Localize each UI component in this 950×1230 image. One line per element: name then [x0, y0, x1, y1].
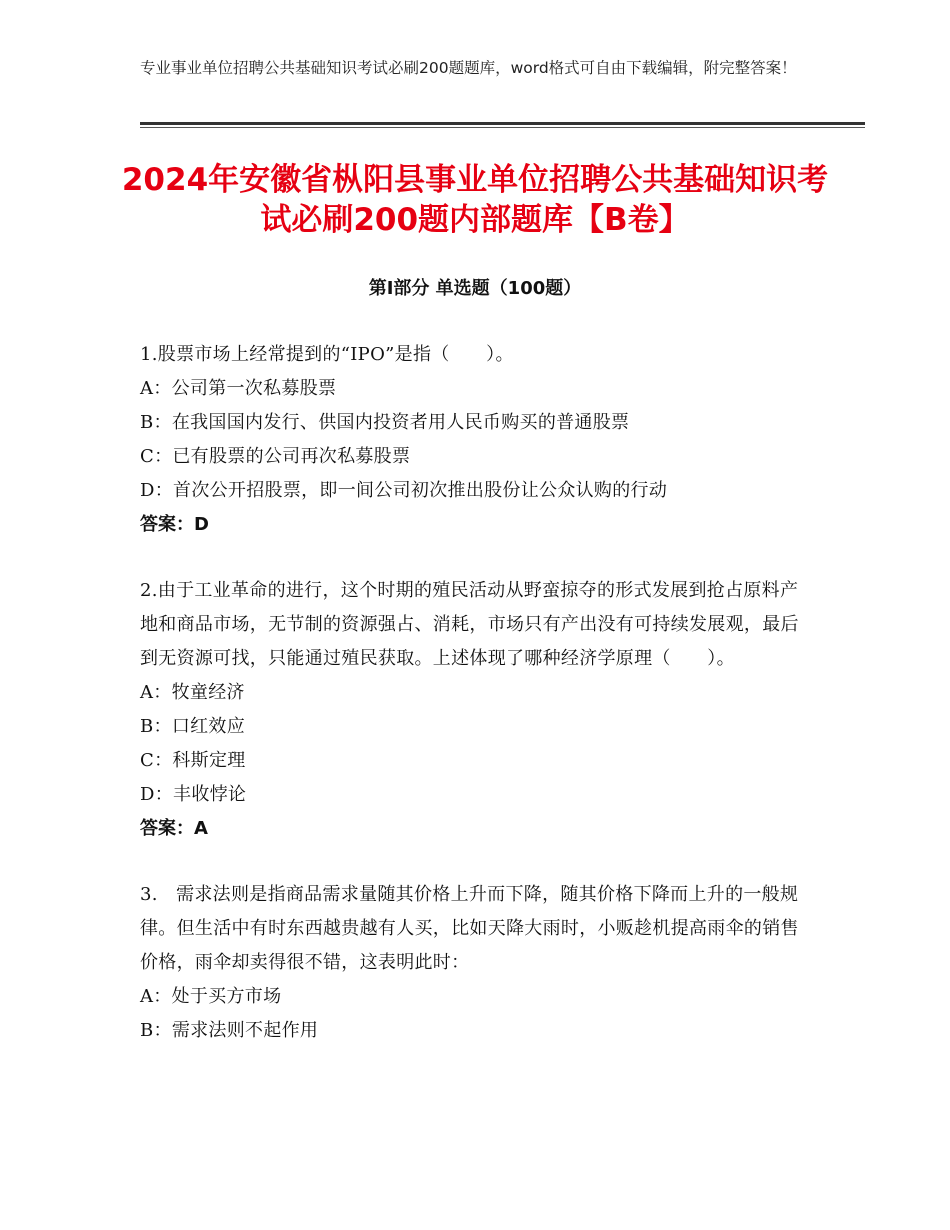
question-1 — [140, 338, 808, 542]
option-a: A：处于买方市场 — [140, 986, 282, 1007]
section-title: 第Ⅰ部分 单选题（100题） — [368, 278, 582, 299]
question-3 — [140, 878, 808, 1048]
option-a: A：牧童经济 — [140, 682, 245, 703]
option-d: D：丰收悖论 — [140, 784, 247, 805]
option-b: B：在我国国内发行、供国内投资者用人民币购买的普通股票 — [140, 412, 630, 433]
answer: 答案：A — [140, 818, 208, 839]
question-list — [140, 338, 808, 1080]
header-divider-thin — [140, 127, 865, 128]
option-b: B：需求法则不起作用 — [140, 1020, 319, 1041]
question-stem: 2.由于工业革命的进行，这个时期的殖民活动从野蛮掠夺的形式发展到抢占原料产地和商品市场，无节制的资源强占、消耗，市场只有产出没有可持续发展观，最后到无资源可找，只能通过殖民获取。上述体现了哪种经济学原理（ ）。 — [140, 580, 799, 669]
header-divider-thick — [140, 122, 865, 125]
option-d: D：首次公开招股票，即一间公司初次推出股份让公众认购的行动 — [140, 480, 668, 501]
option-b: B：口红效应 — [140, 716, 246, 737]
option-c: C：科斯定理 — [140, 750, 246, 771]
question-stem: 3. 需求法则是指商品需求量随其价格上升而下降，随其价格下降而上升的一般规律。但生活中有时东西越贵越有人买，比如天降大雨时，小贩趁机提高雨伞的销售价格，雨伞却卖得很不错，这表明此时： — [140, 884, 799, 973]
option-a: A：公司第一次私募股票 — [140, 378, 337, 399]
answer: 答案：D — [140, 514, 209, 535]
question-stem: 1.股票市场上经常提到的“IPO”是指（ ）。 — [140, 344, 514, 365]
header-note: 专业事业单位招聘公共基础知识考试必刷200题题库，word格式可自由下载编辑，附完整答案！ — [140, 59, 797, 77]
option-c: C：已有股票的公司再次私募股票 — [140, 446, 411, 467]
question-2 — [140, 574, 808, 846]
document-title: 2024年安徽省枞阳县事业单位招聘公共基础知识考试必刷200题内部题库【B卷】 — [121, 162, 829, 238]
